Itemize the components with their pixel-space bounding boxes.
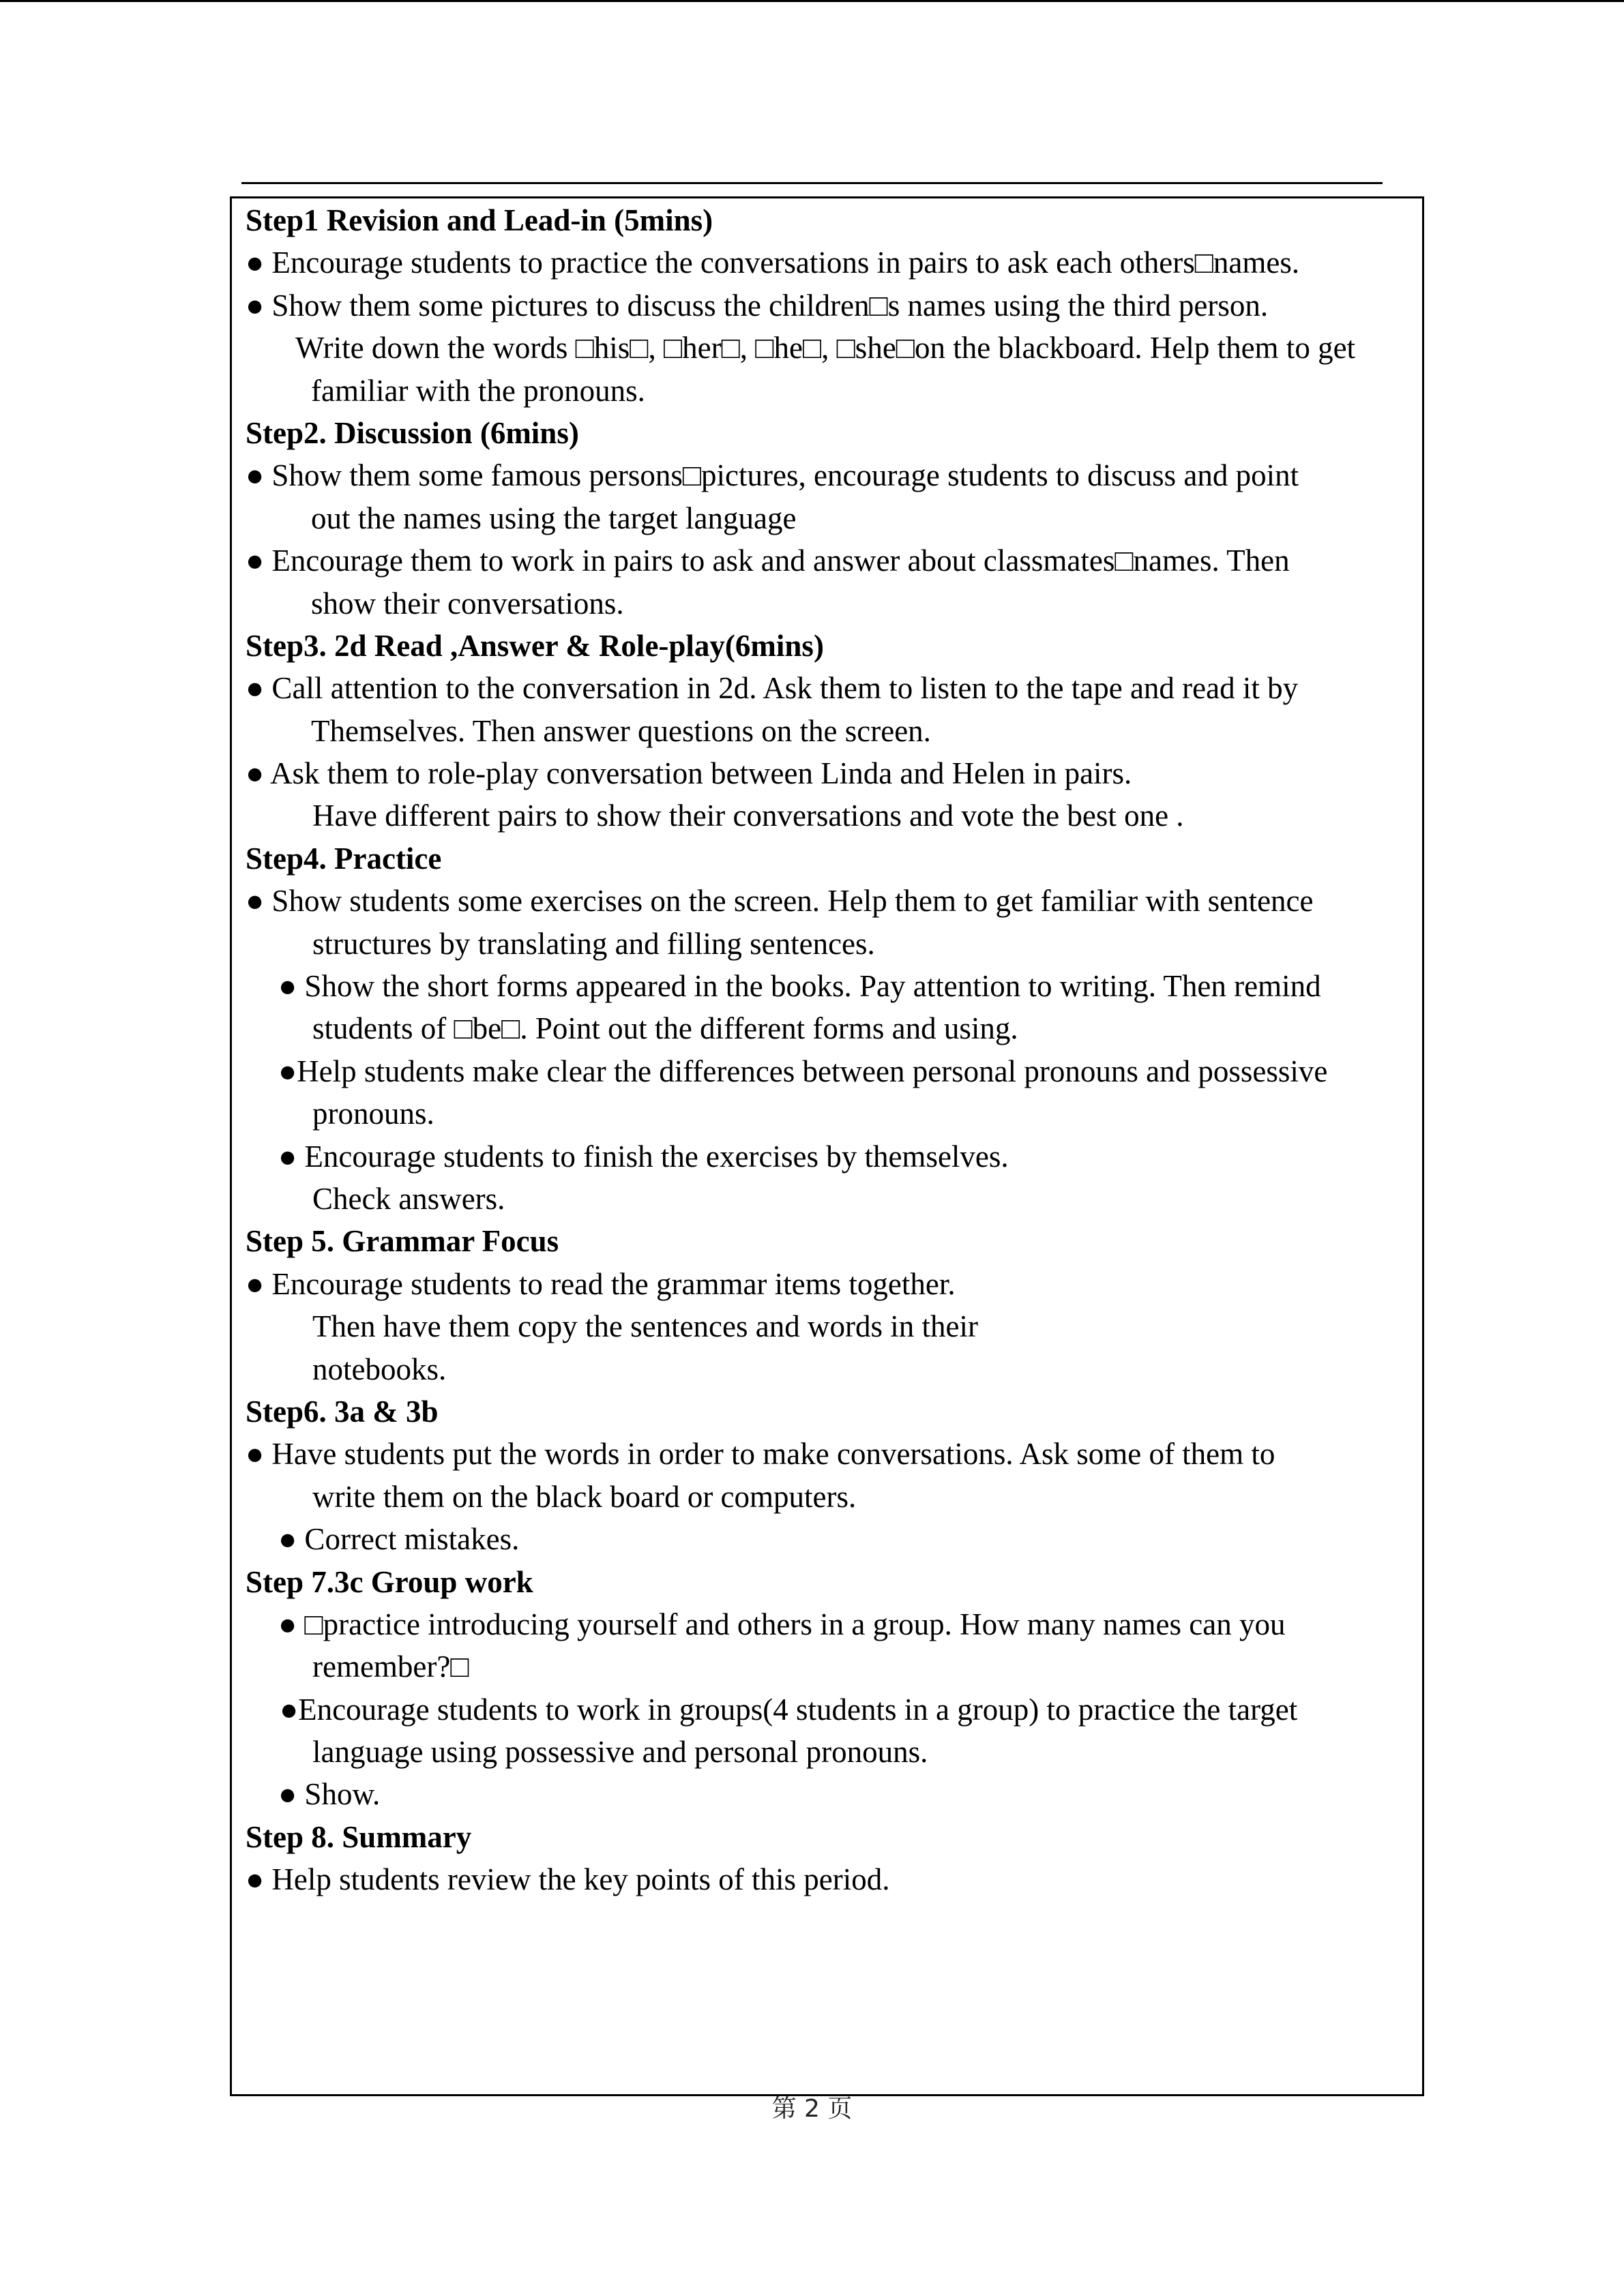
step-4-bullet-1-cont: structures by translating and filling sentences. xyxy=(312,926,875,961)
step-7-bullet-2-cont: language using possessive and personal pronouns. xyxy=(312,1735,928,1770)
step-6-bullet-2: ● Correct mistakes. xyxy=(278,1522,520,1557)
step-4-bullet-4: ● Encourage students to finish the exercises by themselves. xyxy=(278,1139,1009,1174)
step-2-heading: Step2. Discussion (6mins) xyxy=(246,415,579,450)
step-5-bullet-1: ● Encourage students to read the grammar items together. xyxy=(246,1266,956,1301)
step-2-bullet-2-cont: show their conversations. xyxy=(311,586,624,621)
step-2-bullet-1-cont: out the names using the target language xyxy=(311,501,797,535)
step-5-heading: Step 5. Grammar Focus xyxy=(246,1224,559,1259)
step-3-bullet-1-cont: Themselves. Then answer questions on the screen. xyxy=(311,713,931,748)
step-2-bullet-1: ● Show them some famous persons□pictures, encourage students to discuss and point xyxy=(246,458,1299,493)
step-4-bullet-2: ● Show the short forms appeared in the books. Pay attention to writing. Then remind xyxy=(278,969,1321,1004)
step-2-bullet-2: ● Encourage them to work in pairs to ask and answer about classmates□names. Then xyxy=(246,543,1290,578)
step-7-bullet-1: ● □practice introducing yourself and others in a group. How many names can you xyxy=(278,1607,1286,1641)
step-7-bullet-2: ●Encourage students to work in groups(4 students in a group) to practice the target xyxy=(280,1692,1298,1727)
step-3-bullet-2-cont: Have different pairs to show their conversations and vote the best one . xyxy=(312,799,1184,833)
step-1-bullet-2-cont-1: Write down the words □his□, □her□, □he□, □she□on the blackboard. Help them to get xyxy=(295,331,1356,366)
step-1-bullet-1: ● Encourage students to practice the conversations in pairs to ask each others□names. xyxy=(246,245,1300,280)
lesson-steps-content xyxy=(246,199,1412,1901)
step-6-bullet-1: ● Have students put the words in order to make conversations. Ask some of them to xyxy=(246,1437,1275,1472)
step-3-bullet-1: ● Call attention to the conversation in 2d. Ask them to listen to the tape and read it by xyxy=(246,671,1299,706)
step-3-bullet-2: ● Ask them to role-play conversation between Linda and Helen in pairs. xyxy=(246,756,1132,791)
step-1-bullet-2: ● Show them some pictures to discuss the children□s names using the third person. xyxy=(246,288,1269,323)
step-1-bullet-2-cont-2: familiar with the pronouns. xyxy=(311,373,645,408)
step-5-bullet-1-cont-2: notebooks. xyxy=(312,1352,447,1386)
step-8-heading: Step 8. Summary xyxy=(246,1819,472,1854)
step-1-heading: Step1 Revision and Lead-in (5mins) xyxy=(246,203,713,237)
step-8-bullet-1: ● Help students review the key points of this period. xyxy=(246,1862,890,1897)
step-7-heading: Step 7.3c Group work xyxy=(246,1564,533,1599)
step-5-bullet-1-cont-1: Then have them copy the sentences and words in their xyxy=(312,1309,978,1344)
page-top-border xyxy=(0,0,1624,2)
step-7-bullet-1-cont: remember?□ xyxy=(312,1650,469,1684)
step-4-bullet-1: ● Show students some exercises on the screen. Help them to get familiar with sentence xyxy=(246,884,1314,919)
step-3-heading: Step3. 2d Read ,Answer & Role-play(6mins) xyxy=(246,628,824,663)
step-7-bullet-3: ● Show. xyxy=(278,1777,381,1812)
step-6-heading: Step6. 3a & 3b xyxy=(246,1394,439,1429)
step-4-bullet-3-cont: pronouns. xyxy=(312,1097,434,1131)
header-rule xyxy=(241,182,1383,184)
step-4-bullet-4-cont: Check answers. xyxy=(312,1181,505,1216)
step-4-heading: Step4. Practice xyxy=(246,841,442,876)
step-6-bullet-1-cont: write them on the black board or computers. xyxy=(312,1479,857,1514)
page-number: 第 2 页 xyxy=(771,2095,853,2123)
step-4-bullet-2-cont: students of □be□. Point out the different forms and using. xyxy=(312,1011,1018,1046)
step-4-bullet-3: ●Help students make clear the differences between personal pronouns and possessive xyxy=(278,1054,1328,1088)
